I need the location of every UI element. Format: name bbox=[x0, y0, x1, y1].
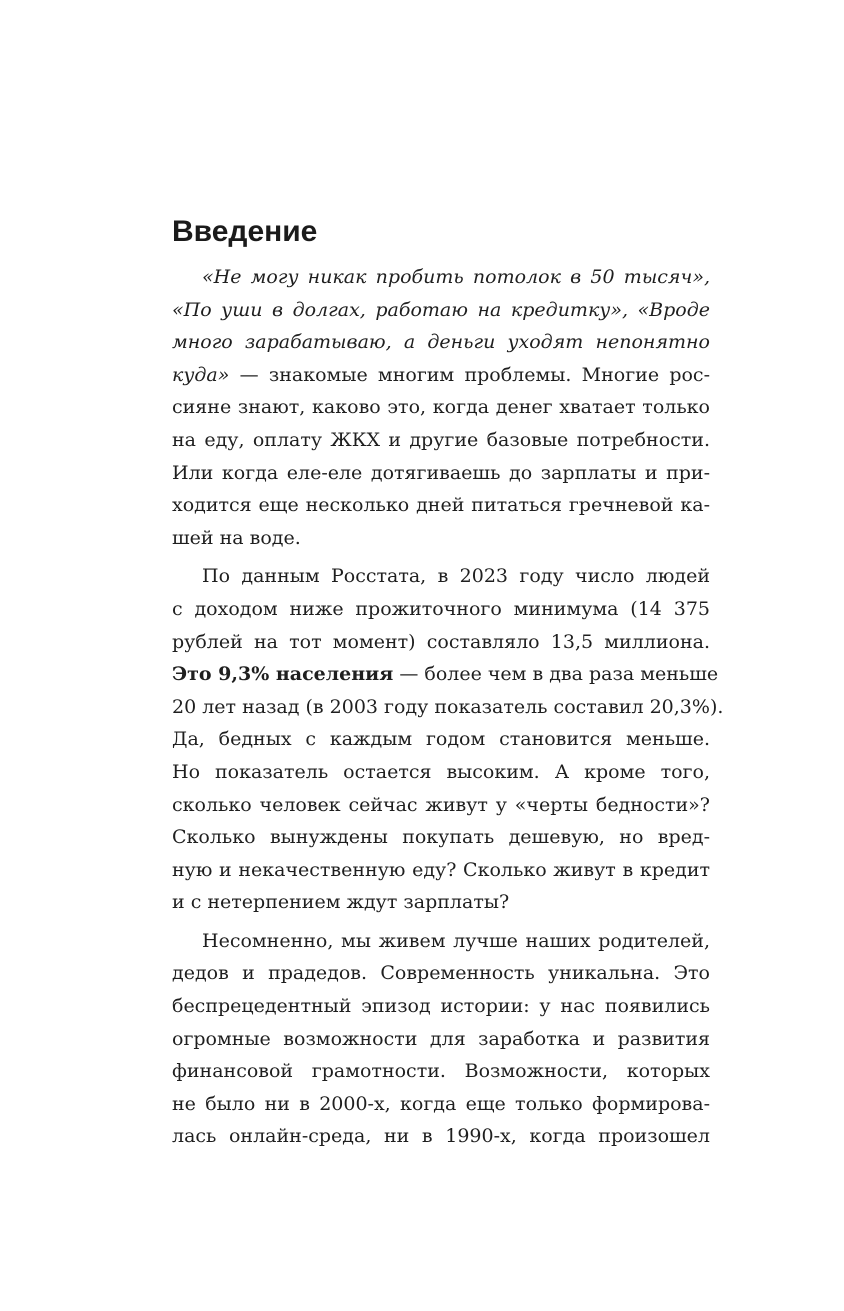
bold-fragment: Это 9,3% населения bbox=[172, 663, 394, 686]
text-fragment: — более чем в два раза меньше bbox=[393, 663, 719, 686]
text-line: на еду, оплату ЖКХ и другие базовые потребности. bbox=[172, 428, 710, 451]
text-line: Сколько вынуждены покупать дешевую, но вред- bbox=[172, 826, 710, 849]
text-line: «По уши в долгах, работаю на кредитку», «Вроде bbox=[172, 298, 710, 321]
chapter-body bbox=[172, 261, 724, 1153]
paragraph bbox=[172, 560, 724, 919]
text-line: сияне знают, каково это, когда денег хватает только bbox=[172, 396, 710, 419]
paragraph bbox=[172, 261, 710, 554]
text-line: По данным Росстата, в 2023 году число людей bbox=[202, 565, 710, 588]
text-line: беспрецедентный эпизод истории: у нас появились bbox=[172, 995, 710, 1018]
text-line: и с нетерпением ждут зарплаты? bbox=[172, 891, 510, 914]
text-line: много зарабатываю, а деньги уходят непонятно bbox=[172, 331, 710, 354]
text-line: лась онлайн-среда, ни в 1990-х, когда произошел bbox=[172, 1125, 710, 1148]
text-line: «Не могу никак пробить потолок в 50 тысяч», bbox=[202, 266, 710, 288]
text-line: Да, бедных с каждым годом становится меньше. bbox=[172, 728, 710, 751]
text-line: финансовой грамотности. Возможности, которых bbox=[172, 1060, 710, 1083]
paragraph bbox=[172, 925, 710, 1153]
chapter-title: Введение bbox=[172, 215, 318, 248]
text-line: дедов и прадедов. Современность уникальна. Это bbox=[172, 962, 710, 985]
text-line bbox=[172, 359, 710, 392]
text-line: шей на воде. bbox=[172, 526, 301, 549]
text-line: ную и некачественную еду? Сколько живут в кредит bbox=[172, 858, 710, 881]
text-line: рублей на тот момент) составляло 13,5 миллиона. bbox=[172, 630, 710, 653]
text-line: с доходом ниже прожиточного минимума (14 375 bbox=[172, 597, 710, 620]
text-line: сколько человек сейчас живут у «черты бедности»? bbox=[172, 793, 710, 816]
text-line: Несомненно, мы живем лучше наших родителей, bbox=[202, 929, 710, 952]
text-line: Но показатель остается высоким. А кроме того, bbox=[172, 760, 710, 783]
quote-fragment: куда» bbox=[172, 363, 230, 386]
text-line: 20 лет назад (в 2003 году показатель составил 20,3%). bbox=[172, 695, 724, 718]
text-line bbox=[172, 658, 719, 691]
text-fragment: — знакомые многим проблемы. Многие рос- bbox=[229, 363, 710, 386]
text-line: не было ни в 2000-х, когда еще только формирова- bbox=[172, 1092, 710, 1115]
text-line: ходится еще несколько дней питаться гречневой ка- bbox=[172, 494, 710, 517]
text-line: Или когда еле-еле дотягиваешь до зарплаты и при- bbox=[172, 461, 710, 484]
text-line: огромные возможности для заработка и развития bbox=[172, 1027, 710, 1050]
